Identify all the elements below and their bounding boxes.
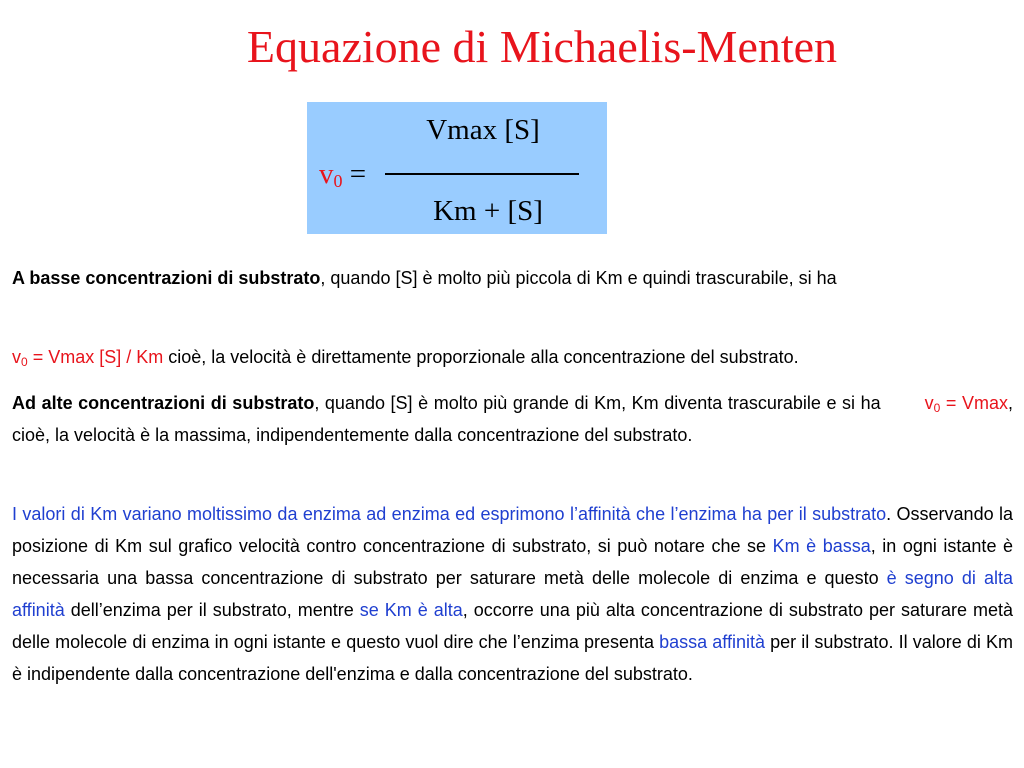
p4-t1: . Osservando la posizione di Km sul grafico velocità contro concentrazione di substrato, si può notare che se xyxy=(12,504,1013,556)
formula-equals: = xyxy=(349,158,367,190)
fraction-bar xyxy=(385,173,579,175)
p1-bold: A basse concentrazioni di substrato xyxy=(12,268,321,288)
p4-t4: , occorre una più alta concentrazione di substrato per saturare metà delle molecole di enzima in ogni istante e questo vuol dire che l’enzima presenta xyxy=(12,600,1013,652)
p4-t5: per il substrato. Il valore di Km è indipendente dalla concentrazione dell'enzima e dalla concentrazione del substrato. xyxy=(12,632,1013,684)
p3-text2: , cioè, la velocità è la massima, indipendentemente dalla concentrazione del substrato. xyxy=(12,393,1013,445)
p4-blue5: bassa affinità xyxy=(659,632,766,652)
p1-text: , quando [S] è molto più piccola di Km e quindi trascurabile, si ha xyxy=(320,268,837,288)
formula-denominator: Km + [S] xyxy=(433,195,543,227)
formula-subscript: 0 xyxy=(333,171,343,191)
p2-sub: 0 xyxy=(21,355,28,369)
p3-expr: = Vmax xyxy=(940,393,1008,413)
p3-v: v xyxy=(924,393,934,413)
formula-numerator: Vmax [S] xyxy=(426,114,540,146)
p3-text1: , quando [S] è molto più grande di Km, Km diventa trascurabile e si ha xyxy=(314,393,881,413)
formula-v: v xyxy=(319,158,334,190)
p4-blue2: Km è bassa xyxy=(772,536,871,556)
paragraph-low-substrate xyxy=(12,262,1013,294)
p3-bold: Ad alte concentrazioni di substrato xyxy=(12,393,315,413)
p3-sub: 0 xyxy=(933,401,941,415)
p4-t2: , in ogni istante è necessaria una bassa concentrazione di substrato per saturare metà delle molecole di enzima e questo xyxy=(12,536,1014,588)
paragraph-km-values xyxy=(12,498,1013,690)
paragraph-high-substrate xyxy=(12,387,1013,451)
p4-blue3: è segno di alta affinità xyxy=(12,568,1013,620)
formula-box xyxy=(307,102,607,234)
p4-blue1: I valori di Km variano moltissimo da enzima ad enzima ed esprimono l’affinità che l’enzima ha per il substrato xyxy=(12,504,887,524)
paragraph-low-formula xyxy=(12,341,1013,373)
page-title: Equazione di Michaelis-Menten xyxy=(246,21,838,72)
p2-text: cioè, la velocità è direttamente proporzionale alla concentrazione del substrato. xyxy=(163,347,799,367)
p2-expr: = Vmax [S] / Km xyxy=(27,347,164,367)
p4-t3: dell’enzima per il substrato, mentre xyxy=(64,600,360,620)
p2-v: v xyxy=(12,347,21,367)
p4-blue4: se Km è alta xyxy=(359,600,463,620)
